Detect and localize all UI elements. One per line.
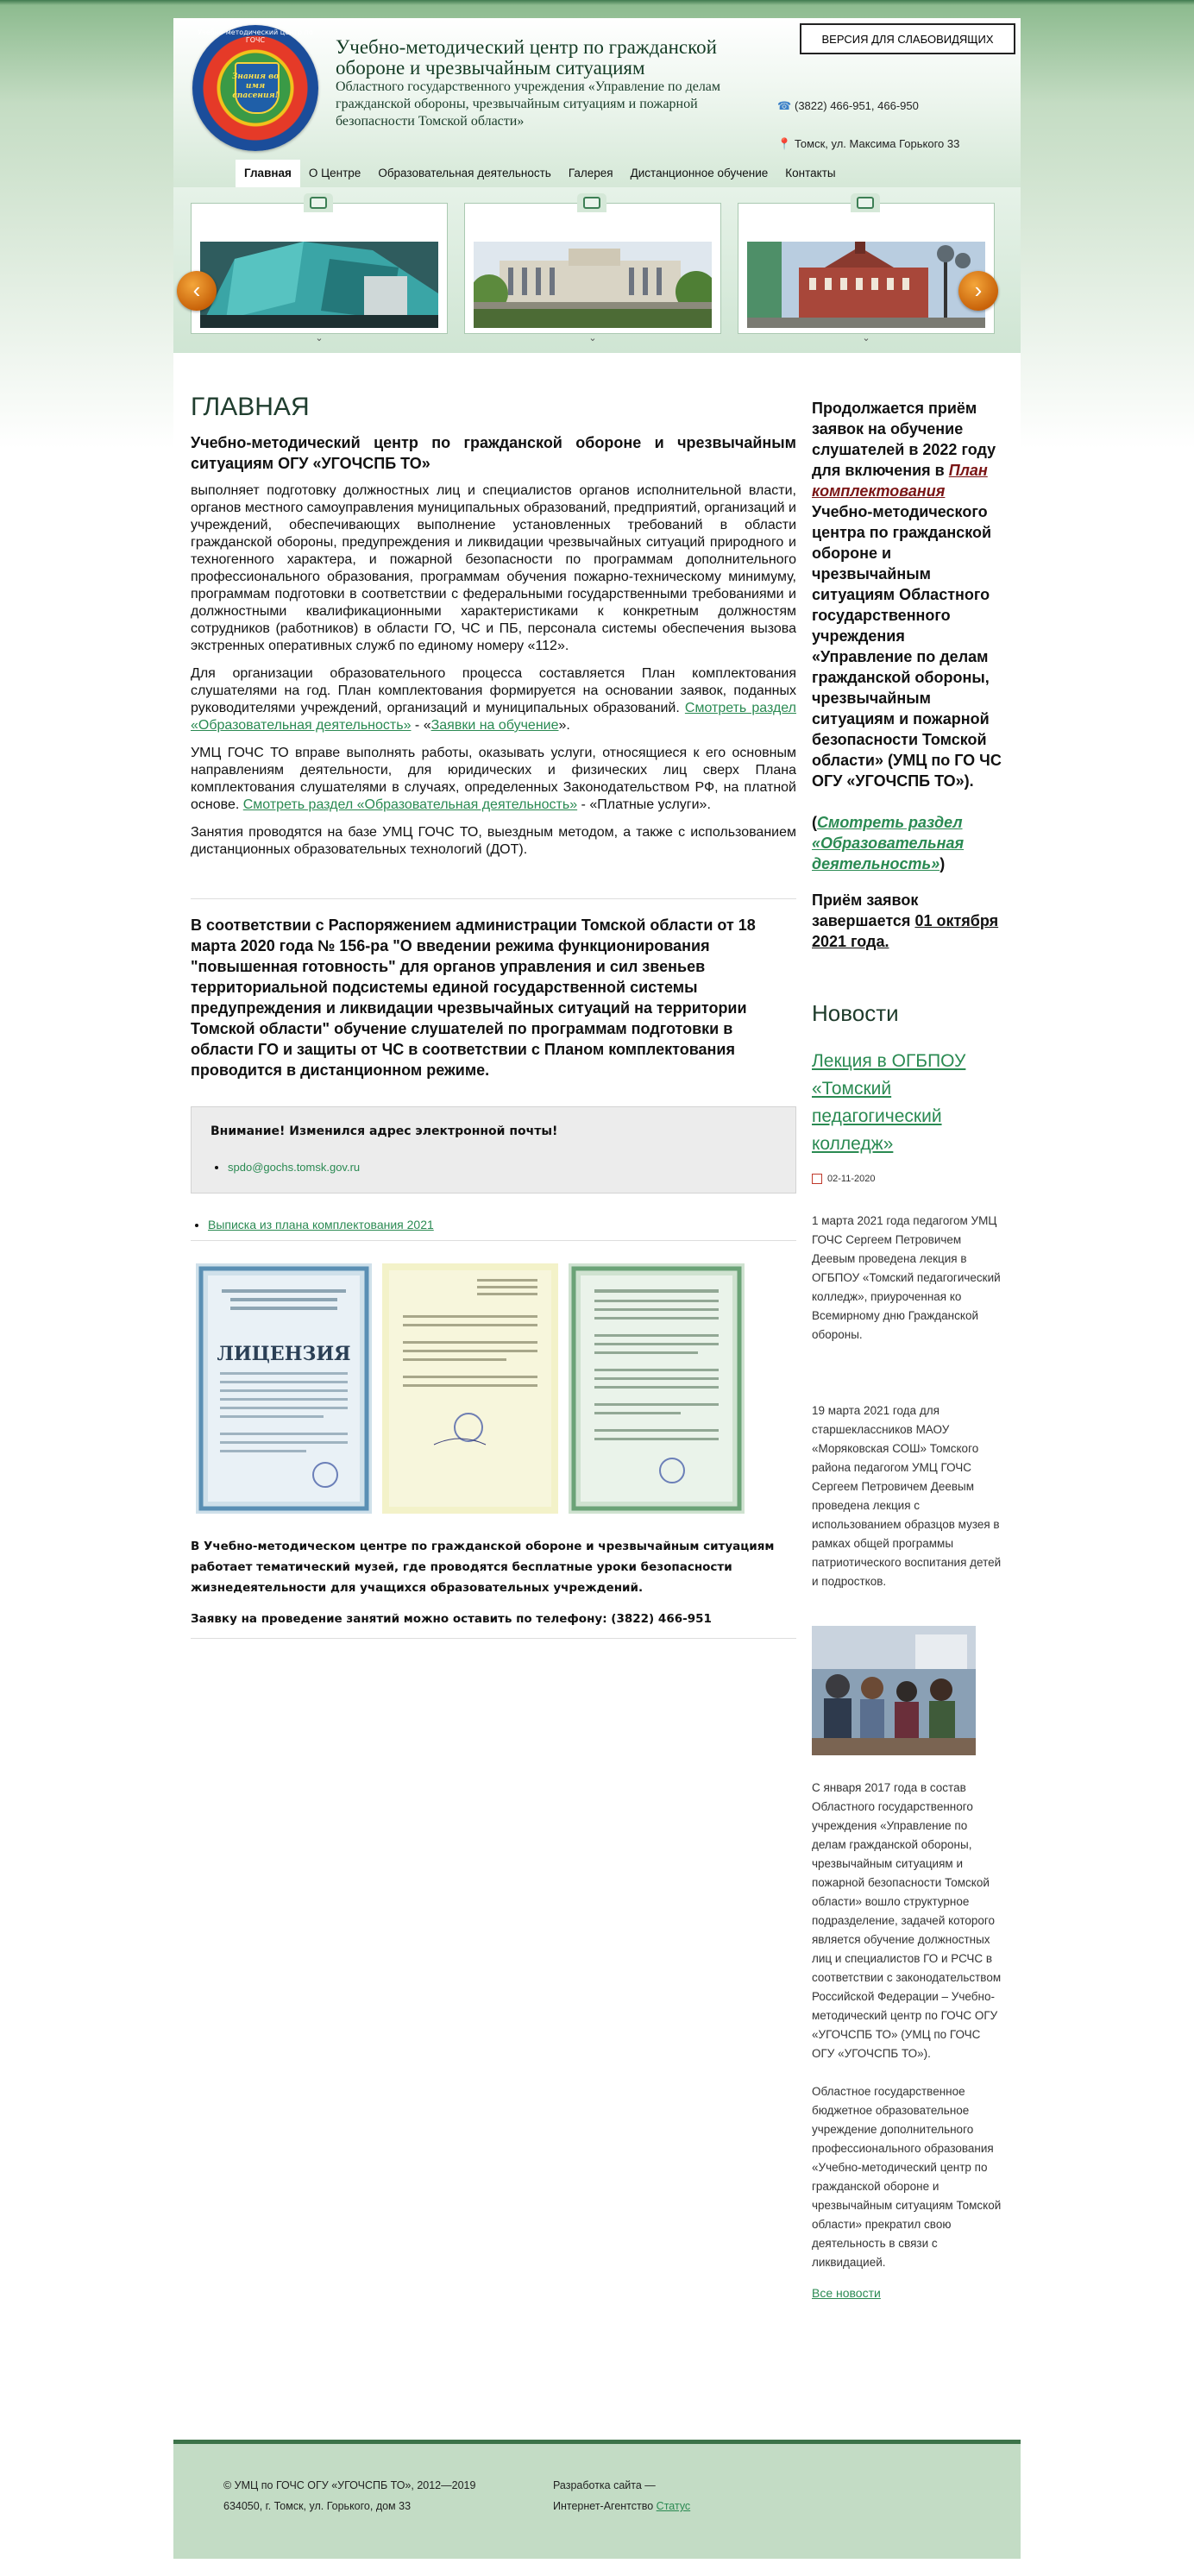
footer-copyright-block bbox=[223, 2475, 475, 2516]
developer-link[interactable]: Статус bbox=[656, 2500, 691, 2512]
license-document-image[interactable] bbox=[196, 1263, 372, 1514]
education-section-sidebar-link[interactable]: Смотреть раздел «Образовательная деятельность» bbox=[812, 814, 965, 872]
museum-note: В Учебно-методическом центре по гражданской обороне и чрезвычайным ситуациям работает тематический музей, где проводятся бесплатные уроки безопасности жизнедеятельности для учащихся образовательных учреждений. bbox=[191, 1540, 775, 1595]
news-photo-lecture[interactable] bbox=[812, 1626, 976, 1755]
news-date-row bbox=[812, 1174, 1002, 1184]
plan-text-end: ». bbox=[558, 718, 570, 733]
announce-text-1: Продолжается приём заявок на обучение слушателей в 2022 году для включения в bbox=[812, 400, 996, 479]
calendar-icon bbox=[812, 1174, 822, 1184]
news-text-4: Областное государственное бюджетное образовательное учреждение дополнительного профессионального образования «Учебно-методический центр по гражданской обороне и чрезвычайным ситуациям Томской области» прекратил свою деятельность в связи с ликвидацией. bbox=[812, 2085, 1002, 2269]
main-content bbox=[191, 389, 796, 1639]
slide-image-administration bbox=[474, 242, 712, 328]
plan-text: Для организации образовательного процесса составляется План комплектования слушателями на год. План комплектования формируется на основании заявок, поданных руководителями учреждений, организаций и муниципальных образований. bbox=[191, 666, 796, 715]
license-documents bbox=[191, 1250, 796, 1517]
nav-item-education[interactable]: Образовательная деятельность bbox=[378, 167, 551, 180]
paid-services-end: - «Платные услуги». bbox=[577, 797, 711, 812]
notice-list-item bbox=[228, 1161, 778, 1174]
plan-text-mid: - « bbox=[411, 718, 431, 733]
site-logo[interactable] bbox=[192, 25, 318, 151]
photo-slider bbox=[173, 187, 1021, 353]
deadline-text: Приём заявок завершается bbox=[812, 891, 919, 929]
camera-icon bbox=[583, 197, 600, 209]
slide-1[interactable] bbox=[191, 203, 448, 343]
chevron-down-icon: ⌄ bbox=[588, 333, 597, 343]
enrollment-plan-link[interactable]: План комплектования bbox=[812, 462, 988, 500]
announce-section-row bbox=[812, 812, 1002, 874]
news-text-3: С января 2017 года в состав Областного государственного учреждения «Управление по делам гражданской обороны, чрезвычайным ситуациям и пожарной безопасности Томской области» вошло структурное подразделение, задачей которого является обучение должностных лиц и специалистов ГО и РСЧС в соответствии с законодательством Российской Федерации – Учебно-методический центр по ГОЧС ОГУ «УГОЧСПБ ТО» (УМЦ по ГОЧС ОГУ «УГОЧСПБ ТО»). bbox=[812, 1781, 1002, 2060]
nav-item-distance-learning[interactable]: Дистанционное обучение bbox=[630, 167, 769, 180]
site-header bbox=[173, 18, 1021, 187]
location-pin-icon: 📍 bbox=[777, 137, 792, 150]
site-footer bbox=[173, 2440, 1021, 2559]
site-subtitle: Областного государственного учреждения «Управление по делам гражданской обороны, чрезвычайным ситуациям и пожарной безопасности Томской области» bbox=[336, 79, 721, 129]
header-phone: (3822) 466-951, 466-950 bbox=[795, 99, 919, 112]
phone-icon: ☎ bbox=[777, 99, 792, 112]
page-container bbox=[173, 18, 1021, 2559]
email-link[interactable]: spdo@gochs.tomsk.gov.ru bbox=[228, 1161, 361, 1174]
all-news-link[interactable]: Все новости bbox=[812, 2286, 881, 2300]
education-section-link-2[interactable]: Смотреть раздел «Образовательная деятельность» bbox=[242, 797, 578, 812]
site-title: Учебно-методический центр по гражданской обороне и чрезвычайным ситуациям bbox=[336, 36, 717, 79]
footer-dev-line-2 bbox=[553, 2496, 690, 2516]
paid-services-text: УМЦ ГОЧС ТО вправе выполнять работы, оказывать услуги, относящиеся к его основным направлениям деятельности, для юридических и физических лиц сверх Плана комплектования слушателями в случаях, определенных Законодательством РФ, на платной основе. bbox=[191, 746, 796, 812]
deadline-date: 01 октября 2021 года. bbox=[812, 912, 999, 950]
news-date: 02-11-2020 bbox=[827, 1174, 876, 1184]
divider bbox=[191, 1638, 796, 1639]
license-appendix-image[interactable] bbox=[382, 1263, 558, 1514]
news-text-1: 1 марта 2021 года педагогом УМЦ ГОЧС Сергеем Петровичем Деевым проведена лекция в ОГБПОУ «Томский педагогический колледж», приуроченная ко Всемирному дню Гражданской обороны. bbox=[812, 1214, 1001, 1341]
decree-notice: В соответствии с Распоряжением администрации Томской области от 18 марта 2020 года № 156-ра "О введении режима функционирования "повышенная готовность" для органов управления и сил звеньев территориальной подсистемы единой государственной системы предупреждения и ликвидации чрезвычайных ситуаций на территории Томской области" обучение слушателей по программам подготовки в области ГО и защиты от ЧС в соответствии с Планом комплектования проводится в дистанционном режиме. bbox=[191, 916, 756, 1079]
enrollment-announcement bbox=[812, 398, 1002, 952]
low-vision-version-button[interactable]: ВЕРСИЯ ДЛЯ СЛАБОВИДЯЩИХ bbox=[800, 23, 1015, 54]
plan-extract-link[interactable]: Выписка из плана комплектования 2021 bbox=[208, 1218, 434, 1231]
plan-paragraph bbox=[191, 665, 796, 734]
slider-next-button[interactable]: › bbox=[958, 271, 998, 311]
slide-image-old-building bbox=[747, 242, 985, 328]
footer-address: 634050, г. Томск, ул. Горького, дом 33 bbox=[223, 2500, 412, 2512]
address-row bbox=[777, 134, 1010, 154]
extract-list-item bbox=[208, 1218, 796, 1231]
extract-list bbox=[191, 1218, 796, 1231]
news-title: Новости bbox=[812, 1000, 899, 1026]
nav-item-home[interactable]: Главная bbox=[236, 160, 300, 187]
intro-paragraph: выполняет подготовку должностных лиц и специалистов органов исполнительной власти, органов местного самоуправления муниципальных образований, предприятий, организаций и учреждений, обеспечивающих выполнение установленных требований в области гражданской обороны, предупреждения и ликвидации чрезвычайных ситуаций природного и техногенного характера, и пожарной безопасности по программам дополнительного профессионального образования, программам обучения пожарно-техническому минимуму, программам подготовки в соответствии с федеральными государственными требованиями и должностными квалификационными характеристиками к конкретным должностям сотрудников (работников) в области ГО, ЧС и ПБ, персонала системы обеспечения вызова экстренных оперативных служб по единому номеру «112». bbox=[191, 483, 796, 653]
training-requests-link[interactable]: Заявки на обучение bbox=[430, 718, 559, 733]
education-section-link[interactable]: Смотреть раздел «Образовательная деятельность» bbox=[191, 701, 796, 733]
email-change-notice bbox=[191, 1106, 796, 1194]
chevron-down-icon: ⌄ bbox=[862, 333, 870, 343]
camera-icon bbox=[310, 197, 327, 209]
logo-ring-text: Учебно-методический центр по ГОЧС bbox=[198, 28, 313, 44]
nav-item-about[interactable]: О Центре bbox=[308, 167, 361, 180]
footer-dev-agency: Интернет-Агентство bbox=[553, 2500, 657, 2512]
footer-dev-line-1: Разработка сайта — bbox=[553, 2479, 656, 2491]
divider bbox=[191, 1240, 796, 1241]
phone-row bbox=[777, 96, 1010, 117]
footer-developer-block bbox=[553, 2475, 690, 2516]
museum-phone-note: Заявку на проведение занятий можно оставить по телефону: (3822) 466-951 bbox=[191, 1612, 712, 1626]
nav-item-contacts[interactable]: Контакты bbox=[785, 167, 836, 180]
footer-copyright: © УМЦ по ГОЧС ОГУ «УГОЧСПБ ТО», 2012—2019 bbox=[223, 2479, 476, 2491]
header-contacts bbox=[777, 96, 1010, 154]
slider-prev-button[interactable]: ‹ bbox=[177, 271, 217, 311]
logo-emblem bbox=[221, 54, 290, 123]
chevron-down-icon: ⌄ bbox=[315, 333, 324, 343]
announce-text-2: Учебно-методического центра по гражданской обороне и чрезвычайным ситуациям Областного государственного учреждения «Управление по делам гражданской обороны, чрезвычайным ситуациям и пожарной безопасности Томской области» (УМЦ по ГО ЧС ОГУ «УГОЧСПБ ТО»). bbox=[812, 503, 1002, 790]
intro-heading: Учебно-методический центр по гражданской обороне и чрезвычайным ситуациям ОГУ «УГОЧСПБ ТО» bbox=[191, 434, 796, 472]
notice-title: Внимание! Изменился адрес электронной почты! bbox=[211, 1124, 558, 1138]
divider bbox=[191, 898, 796, 899]
sidebar bbox=[812, 398, 1002, 2300]
license-label: ЛИЦЕНЗИЯ bbox=[217, 1343, 351, 1365]
notice-list bbox=[211, 1161, 778, 1174]
camera-icon bbox=[857, 197, 874, 209]
paren-close: ) bbox=[939, 855, 946, 872]
header-address: Томск, ул. Максима Горького 33 bbox=[795, 137, 960, 150]
nav-item-gallery[interactable]: Галерея bbox=[568, 167, 613, 180]
news-item-link[interactable]: Лекция в ОГБПОУ «Томский педагогический колледж» bbox=[812, 1051, 966, 1154]
slide-image-tent bbox=[200, 242, 438, 328]
main-nav bbox=[236, 160, 845, 187]
deadline-row bbox=[812, 890, 1002, 952]
license-appendix-image-2[interactable] bbox=[569, 1263, 745, 1514]
paid-services-paragraph bbox=[191, 745, 796, 814]
logo-motto: Знания во имя спасения! bbox=[231, 72, 280, 100]
slide-3[interactable] bbox=[738, 203, 995, 343]
news-text-2: 19 марта 2021 года для старшеклассников МАОУ «Моряковская СОШ» Томского района педагогом УМЦ ГОЧС Сергеем Петровичем Деевым проведена лекция с использованием образцов музея в рамках общей программы патриотического воспитания детей и подростков. bbox=[812, 1404, 1002, 1588]
page-title: ГЛАВНАЯ bbox=[191, 393, 310, 421]
classes-paragraph: Занятия проводятся на базе УМЦ ГОЧС ТО, выездным методом, а также с использованием дистанционных образовательных технологий (ДОТ). bbox=[191, 825, 796, 857]
paren-open: ( bbox=[812, 814, 817, 831]
slide-2[interactable] bbox=[464, 203, 721, 343]
